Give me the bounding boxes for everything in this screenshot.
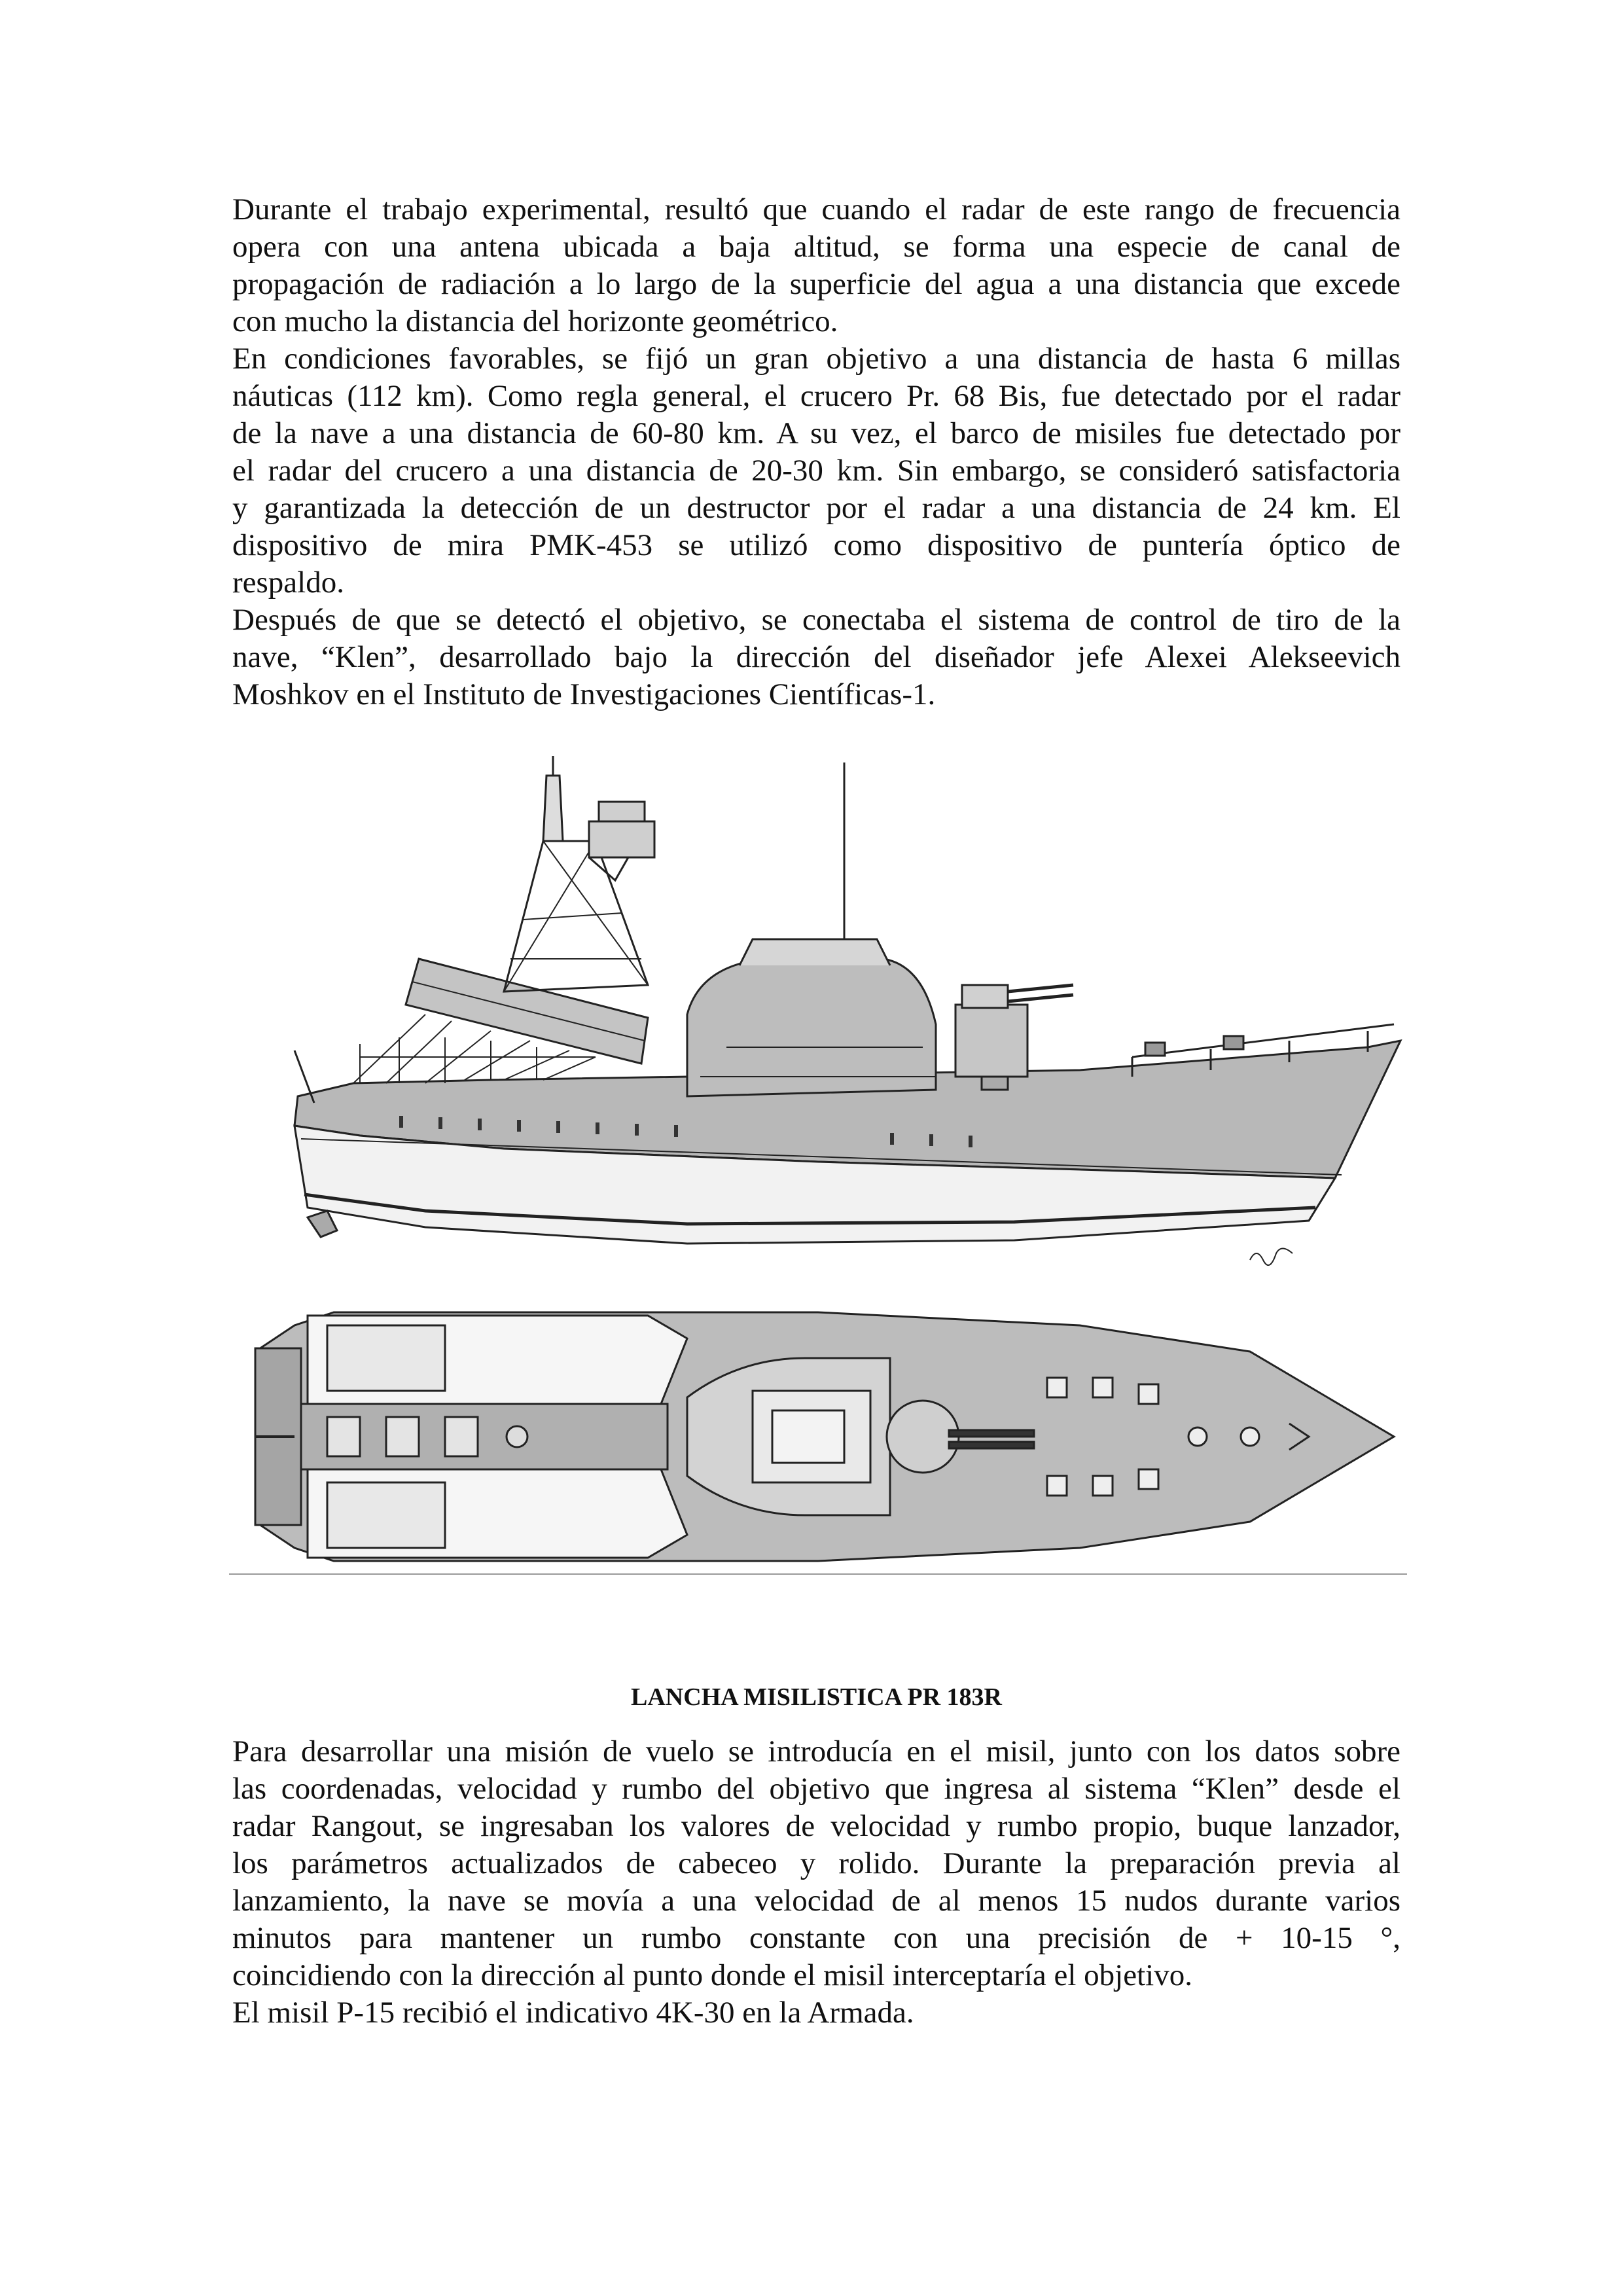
- text-line: nave, “Klen”, desarrollado bajo la dirección del diseñador jefe Alexei Alekseevich: [232, 640, 1400, 674]
- text-line: opera con una antena ubicada a baja altitud, se forma una especie de canal de: [232, 230, 1400, 264]
- text-line: lanzamiento, la nave se movía a una velocidad de al menos 15 nudos durante varios: [232, 1884, 1400, 1918]
- text-line: Para desarrollar una misión de vuelo se introducía en el misil, junto con los datos sobre: [232, 1734, 1400, 1768]
- text-line: propagación de radiación a lo largo de la superficie del agua a una distancia que excede: [232, 267, 1400, 301]
- figure-caption: LANCHA MISILISTICA PR 183R: [631, 1683, 1002, 1711]
- text-line: minutos para mantener un rumbo constante con una precisión de + 10-15 °,: [232, 1921, 1400, 1955]
- missile-boat-drawing: [229, 749, 1407, 1682]
- side-view: [294, 756, 1400, 1265]
- text-line: de la nave a una distancia de 60-80 km. A su vez, el barco de misiles fue detectado por: [232, 416, 1400, 450]
- text-line: Moshkov en el Instituto de Investigaciones Científicas-1.: [232, 677, 936, 711]
- text-line: las coordenadas, velocidad y rumbo del objetivo que ingresa al sistema “Klen” desde el: [232, 1772, 1400, 1806]
- text-line: dispositivo de mira PMK-453 se utilizó como dispositivo de puntería óptico de: [232, 528, 1400, 562]
- text-line: radar Rangout, se ingresaban los valores de velocidad y rumbo propio, buque lanzador,: [232, 1809, 1400, 1843]
- body-paragraph-2: [232, 1733, 1400, 2032]
- text-line: y garantizada la detección de un destructor por el radar a una distancia de 24 km. El: [232, 491, 1400, 525]
- text-line: Después de que se detectó el objetivo, se conectaba el sistema de control de tiro de la: [232, 603, 1400, 637]
- text-line: Durante el trabajo experimental, resultó que cuando el radar de este rango de frecuencia: [232, 192, 1400, 226]
- text-line: náuticas (112 km). Como regla general, el crucero Pr. 68 Bis, fue detectado por el radar: [232, 379, 1400, 413]
- text-line: con mucho la distancia del horizonte geométrico.: [232, 304, 838, 338]
- text-line: los parámetros actualizados de cabeceo y rolido. Durante la preparación previa al: [232, 1846, 1400, 1880]
- text-line: coincidiendo con la dirección al punto donde el misil interceptaría el objetivo.: [232, 1958, 1192, 1992]
- body-paragraph-1: [232, 191, 1400, 713]
- text-line: En condiciones favorables, se fijó un gran objetivo a una distancia de hasta 6 millas: [232, 342, 1400, 376]
- plan-view: [255, 1312, 1394, 1561]
- text-line: el radar del crucero a una distancia de 20-30 km. Sin embargo, se consideró satisfactoria: [232, 454, 1400, 488]
- text-line: El misil P-15 recibió el indicativo 4K-30 en la Armada.: [232, 1996, 914, 2030]
- text-line: respaldo.: [232, 565, 344, 600]
